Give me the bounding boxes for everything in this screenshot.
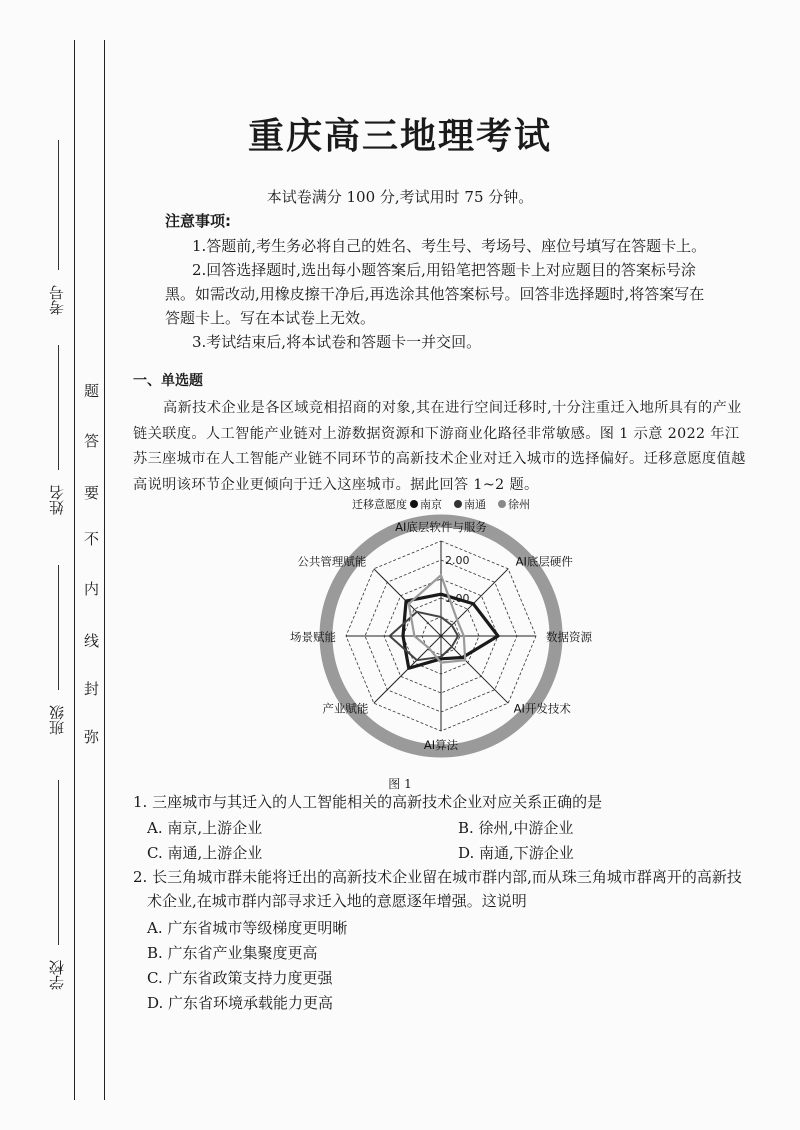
q2-option-a: A. 广东省城市等级梯度更明晰	[147, 919, 348, 937]
xuexiao-label: 学校	[48, 960, 66, 990]
radar-axis-label: AI底层软件与服务	[395, 520, 487, 534]
seal-char-3: 要	[84, 484, 100, 502]
xingming-blank	[58, 345, 59, 470]
q1-option-b: B. 徐州,中游企业	[458, 819, 574, 837]
seal-char-6: 线	[84, 632, 100, 650]
radar-axis-label: AI算法	[423, 738, 459, 752]
seal-char-8: 弥	[84, 728, 100, 746]
legend-label-南通: 南通	[464, 498, 486, 511]
q1-option-a: A. 南京,上游企业	[147, 819, 263, 837]
radar-axis-label: 产业赋能	[322, 701, 369, 716]
legend-marker-南京	[410, 500, 418, 508]
radar-tick-label: 1.00	[445, 592, 470, 605]
xuexiao-blank	[58, 780, 59, 945]
question-2-stem-line1: 2. 长三角城市群未能将迁出的高新技术企业留在城市群内部,而从珠三角城市群离开的高新技	[133, 868, 742, 886]
question-2-stem-line2: 术企业,在城市群内部寻求迁入地的意愿逐年增强。这说明	[147, 892, 527, 910]
seal-char-4: 不	[84, 530, 100, 548]
exam-title: 重庆高三地理考试	[247, 116, 552, 157]
legend-marker-徐州	[498, 500, 506, 508]
figure-caption: 图 1	[388, 777, 412, 791]
q2-option-c: C. 广东省政策支持力度更强	[147, 969, 333, 987]
q2-option-d: D. 广东省环境承载能力更高	[147, 994, 334, 1012]
radar-axis-label: 场景赋能	[290, 630, 336, 644]
notice-heading: 注意事项:	[165, 212, 231, 230]
legend-label-南京: 南京	[420, 498, 442, 511]
radar-chart	[0, 492, 800, 792]
question-1-stem: 1. 三座城市与其迁入的人工智能相关的高新技术企业对应关系正确的是	[133, 793, 603, 811]
radar-axis-label: AI底层硬件	[515, 554, 573, 569]
notice-item-2-cont: 黑。如需改动,用橡皮擦干净后,再选涂其他答案标号。回答非选择题时,将答案写在	[165, 285, 705, 303]
notice-item-2-end: 答题卡上。写在本试卷上无效。	[165, 309, 376, 327]
notice-item-2: 2.回答选择题时,选出每小题答案后,用铅笔把答题卡上对应题目的答案标号涂	[192, 261, 696, 279]
q2-option-b: B. 广东省产业集聚度更高	[147, 944, 318, 962]
seal-char-1: 题	[84, 382, 100, 400]
q1-option-d: D. 南通,下游企业	[458, 844, 574, 862]
seal-char-5: 内	[84, 580, 100, 598]
section-heading: 一、单选题	[133, 373, 203, 389]
legend-label-徐州: 徐州	[508, 498, 530, 511]
seal-char-7: 封	[84, 680, 100, 698]
notice-item-1: 1.答题前,考生务必将自己的姓名、考生号、考场号、座位号填写在答题卡上。	[192, 237, 707, 255]
seal-char-2: 答	[84, 432, 100, 450]
radar-axis-label: AI开发技术	[513, 701, 571, 716]
legend-marker-南通	[454, 500, 462, 508]
radar-axis-label: 公共管理赋能	[297, 554, 367, 569]
banji-label: 班级	[48, 705, 66, 735]
xingming-label: 姓名	[48, 485, 66, 515]
passage-text: 高新技术企业是各区域竞相招商的对象,其在进行空间迁移时,十分注重迁入地所具有的产业链关联度。人工智能产业链对上游数据资源和下游商业化路径非常敏感。图 1 示意 2022 年江苏三座城市在人工智能产业链不同环节的高新技术企业对迁入城市的选择偏好。迁移意愿度值越高说明该环节企业更倾向于迁入这座城市。据此回答 1~2 题。	[133, 400, 746, 493]
passage	[133, 396, 753, 498]
q1-option-c: C. 南通,上游企业	[147, 844, 263, 862]
radar-tick-label: 2.00	[445, 554, 470, 567]
score-time-line: 本试卷满分 100 分,考试用时 75 分钟。	[266, 188, 534, 206]
notice-item-3: 3.考试结束后,将本试卷和答题卡一并交回。	[192, 333, 482, 351]
legend-title: 迁移意愿度	[352, 498, 407, 511]
radar-axis-label: 数据资源	[546, 630, 592, 644]
radar-series-南京	[403, 594, 498, 668]
kaohao-label: 考号	[48, 285, 66, 315]
